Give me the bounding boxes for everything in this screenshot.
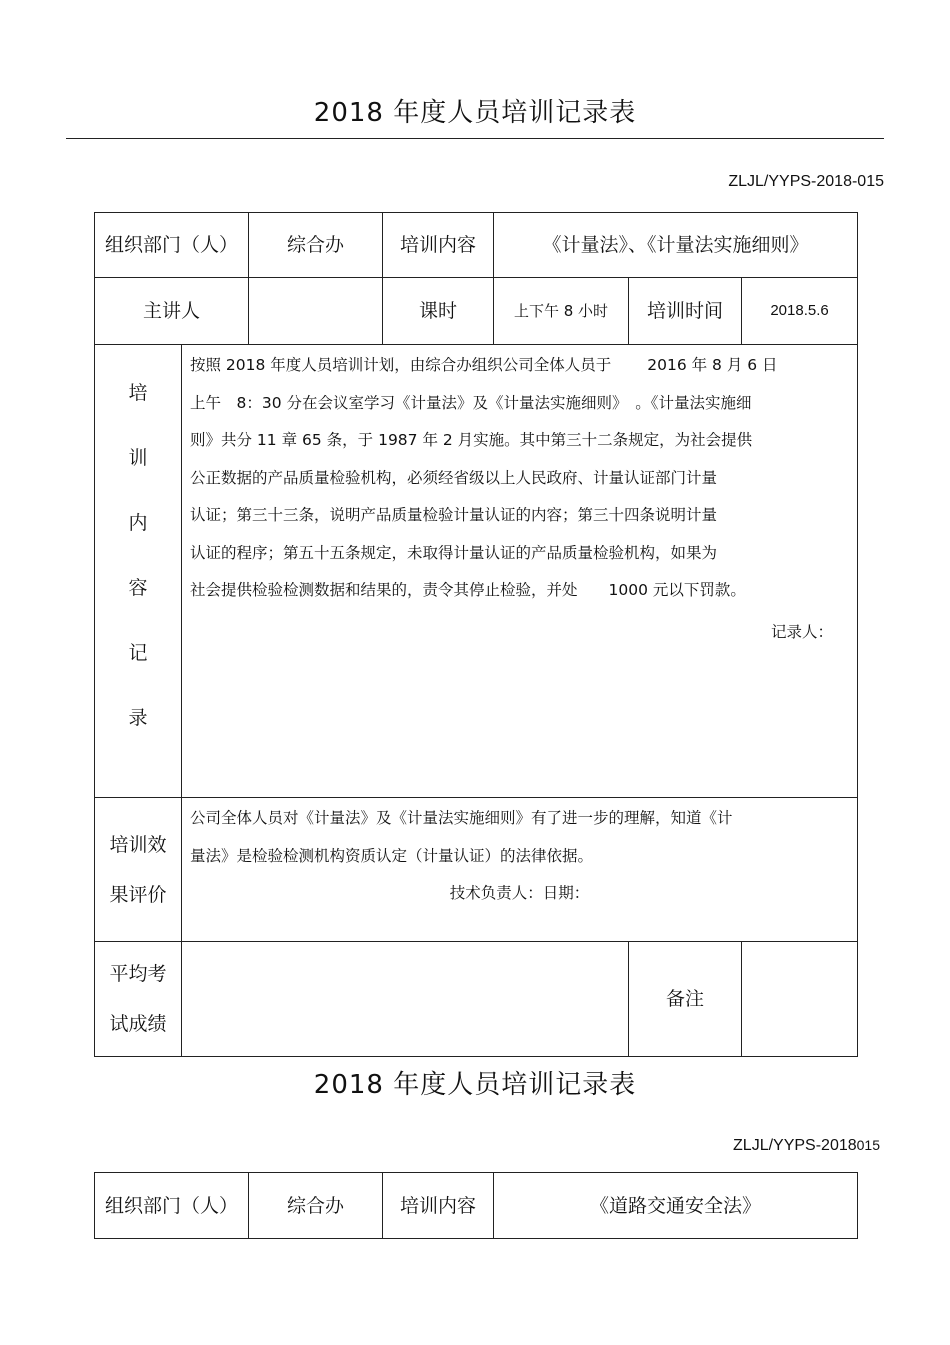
content-value-cell [494,213,858,278]
lecturer-label-cell [95,278,249,345]
second-content-label-cell [383,1173,494,1239]
hours-label: 课时 [419,300,458,322]
record-line: 按照 2018 年度人员培训计划，由综合办组织公司全体人员于 2016 年 8 月 6 日 [190,356,778,374]
score-label-line: 平均考 [109,963,167,985]
training-record-table [94,212,858,1057]
effect-label-cell [95,798,182,942]
record-content [182,345,857,610]
document-code: ZLJL/YYPS-2018-015 [728,173,884,190]
effect-signoff: 技术负责人：日期： [449,884,590,902]
effect-line: 量法》是检验检测机构资质认定（计量认证）的法律依据。 [190,846,594,865]
time-value: 2018.5.6 [770,302,829,319]
effect-label [95,820,181,920]
second-page-title: 2018 年度人员培训记录表 [313,1070,637,1100]
effect-line: 公司全体人员对《计量法》及《计量法实施细则》有了进一步的理解，知道《计 [190,809,733,827]
record-label-char: 记 [128,642,148,664]
second-content-label: 培训内容 [399,1194,476,1217]
page-title: 2018 年度人员培训记录表 [313,98,637,128]
record-label [95,345,181,730]
org-value: 综合办 [287,234,345,256]
content-label-cell [383,213,494,278]
second-org-label-cell [95,1173,249,1239]
org-label: 组织部门（人） [105,234,239,256]
score-label [95,949,181,1049]
record-line: 上午 8：30 分在会议室学习《计量法》及《计量法实施细则》 。《计量法实施细 [190,393,752,412]
effect-label-line: 果评价 [109,883,167,906]
hours-label-cell [383,278,494,345]
title-divider [66,138,884,139]
recorder-label: 记录人： [771,622,834,641]
hours-value: 上下午 8 小时 [513,302,609,320]
record-line: 社会提供检验检测数据和结果的，责令其停止检验，并处 1000 元以下罚款。 [190,581,746,599]
time-value-cell [742,278,858,345]
score-value-cell [182,942,629,1057]
record-label-cell [95,345,182,798]
lecturer-label: 主讲人 [143,300,201,322]
second-content-value-cell [494,1173,858,1239]
remark-label-cell [629,942,742,1057]
content-value: 《计量法》、《计量法实施细则》 [542,234,809,256]
second-org-value: 综合办 [286,1194,344,1217]
record-label-char: 内 [128,512,148,534]
org-label-cell [95,213,249,278]
time-label: 培训时间 [647,300,724,322]
second-training-record-table [94,1172,858,1239]
second-org-value-cell [249,1173,383,1239]
score-label-line: 试成绩 [109,1013,167,1035]
time-label-cell [629,278,742,345]
record-label-char: 培 [128,382,148,404]
record-line: 认证的程序；第五十五条规定，未取得计量认证的产品质量检验机构，如果为 [190,543,718,562]
second-org-label: 组织部门（人） [104,1194,238,1217]
content-label: 培训内容 [400,234,477,256]
effect-content-cell [182,798,858,942]
score-label-cell [95,942,182,1057]
effect-content [182,798,857,875]
remark-value-cell [742,942,858,1057]
record-line: 公正数据的产品质量检验机构，必须经省级以上人民政府、计量认证部门计量 [190,468,718,487]
record-label-char: 录 [128,707,148,729]
record-line: 认证；第三十三条，说明产品质量检验计量认证的内容；第三十四条说明计量 [190,506,718,524]
org-value-cell [249,213,383,278]
second-document-code-suffix: 015 [856,1137,880,1153]
hours-value-cell [494,278,629,345]
record-label-char: 容 [128,577,148,599]
record-line: 则》共分 11 章 65 条，于 1987 年 2 月实施。其中第三十二条规定，为社会提供 [190,431,753,449]
remark-label: 备注 [666,988,705,1010]
record-content-cell [182,345,858,798]
second-document-code [733,1135,880,1156]
lecturer-value-cell [249,278,383,345]
second-document-code-main: ZLJL/YYPS-2018 [733,1137,857,1154]
record-label-char: 训 [128,447,148,469]
second-content-value: 《道路交通安全法》 [589,1194,761,1217]
effect-label-line: 培训效 [109,833,167,856]
